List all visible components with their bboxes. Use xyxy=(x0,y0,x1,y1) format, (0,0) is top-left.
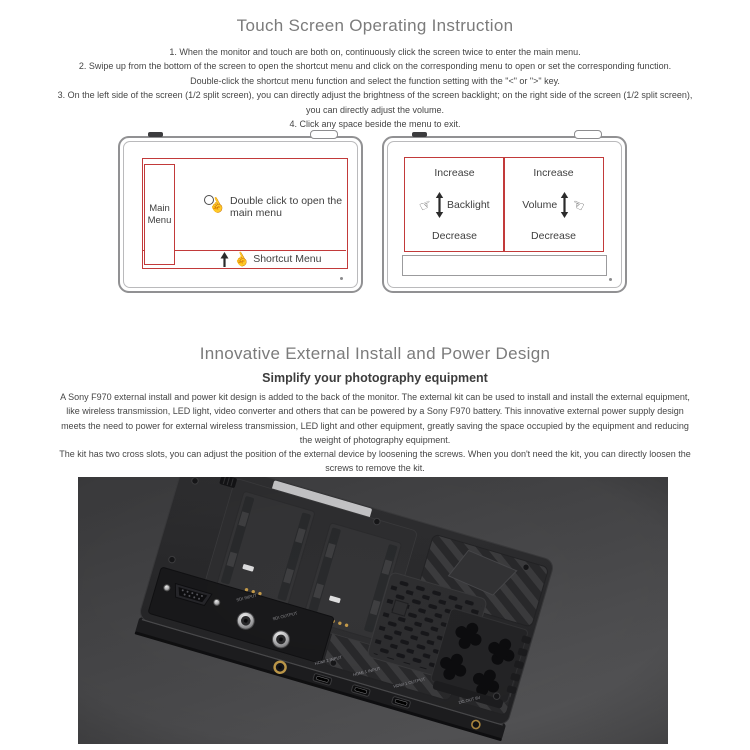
up-arrow-icon xyxy=(220,252,229,267)
volume-gesture-row xyxy=(522,192,588,218)
instruction-line: 1. When the monitor and touch are both on, continuously click the screen twice to enter the main menu. xyxy=(169,47,581,57)
install-paragraph: A Sony F970 external install and power kit design is added to the back of the monitor. The external kit can be used to install and install the external equipment, like wireless transmission, LED light, video converter and others that can be powered by a Sony F970 battery. This innovative external power supply design meets the need to power for external wireless transmission, LED light and other equipment, greatly saving the space occupied by the equipment and reducing the weight of photography equipment. xyxy=(60,392,690,445)
monitor-top-button xyxy=(148,132,163,137)
backlight-hand-icon: ☞ xyxy=(416,194,435,215)
backlight-decrease-label: Decrease xyxy=(432,230,477,242)
instruction-line: 2. Swipe up from the bottom of the screen to open the shortcut menu and click on the corresponding menu to open or set the corresponding function. xyxy=(78,61,672,72)
power-led-dot xyxy=(340,277,343,280)
power-led-dot xyxy=(609,278,612,281)
double-tap-icon xyxy=(204,193,228,219)
backlight-gesture-row xyxy=(416,192,490,218)
backlight-label: Backlight xyxy=(446,198,490,211)
instruction-line: 3. On the left side of the screen (1/2 split screen), you can directly adjust the brightness of the screen backlight; on the right side of the screen (1/2 split screen), you can directly adjust the volume. xyxy=(57,90,693,115)
main-menu-zone: Main Menu xyxy=(144,164,175,265)
install-design-subtitle: Simplify your photography equipment xyxy=(262,371,488,385)
tap-hand-glyph: ☝ xyxy=(205,193,228,217)
touch-instruction-list xyxy=(55,45,695,131)
install-paragraph: The kit has two cross slots, you can adjust the position of the external device by loosening the screws. When you don't need the kit, you can directly loosen the screws to remove the kit. xyxy=(59,449,691,474)
monitor-top-control xyxy=(310,130,338,139)
shortcut-menu-label: Shortcut Menu xyxy=(253,253,322,265)
volume-hand-icon: ☜ xyxy=(569,194,588,215)
monitor-diagram-backlight-volume xyxy=(382,136,627,293)
monitor-top-button xyxy=(412,132,427,137)
instruction-line: 4. Click any space beside the menu to exit. xyxy=(289,119,461,130)
volume-zone xyxy=(503,157,604,252)
bottom-strip xyxy=(402,255,607,276)
volume-decrease-label: Decrease xyxy=(531,230,576,242)
install-design-body xyxy=(55,390,695,476)
swipe-hand-icon: ☝ xyxy=(230,248,252,270)
touch-instruction-title: Touch Screen Operating Instruction xyxy=(236,16,514,35)
volume-label: Volume xyxy=(522,198,558,211)
backlight-zone xyxy=(404,157,505,252)
up-down-arrow-icon xyxy=(435,192,444,218)
install-design-title: Innovative External Install and Power Design xyxy=(199,344,551,363)
up-down-arrow-icon xyxy=(560,192,569,218)
monitor-back-illustration xyxy=(78,477,668,744)
instruction-line: Double-click the shortcut menu function and select the function setting with the "<" or ">" key. xyxy=(190,75,560,86)
monitor-top-control xyxy=(574,130,602,139)
volume-increase-label: Increase xyxy=(533,167,574,179)
monitor-diagram-main-menu xyxy=(118,136,363,293)
double-click-hint xyxy=(204,195,348,219)
double-click-label: Double click to open the main menu xyxy=(230,195,343,219)
photo-vignette xyxy=(78,477,668,744)
product-rear-photo xyxy=(78,477,668,744)
backlight-increase-label: Increase xyxy=(434,167,475,179)
